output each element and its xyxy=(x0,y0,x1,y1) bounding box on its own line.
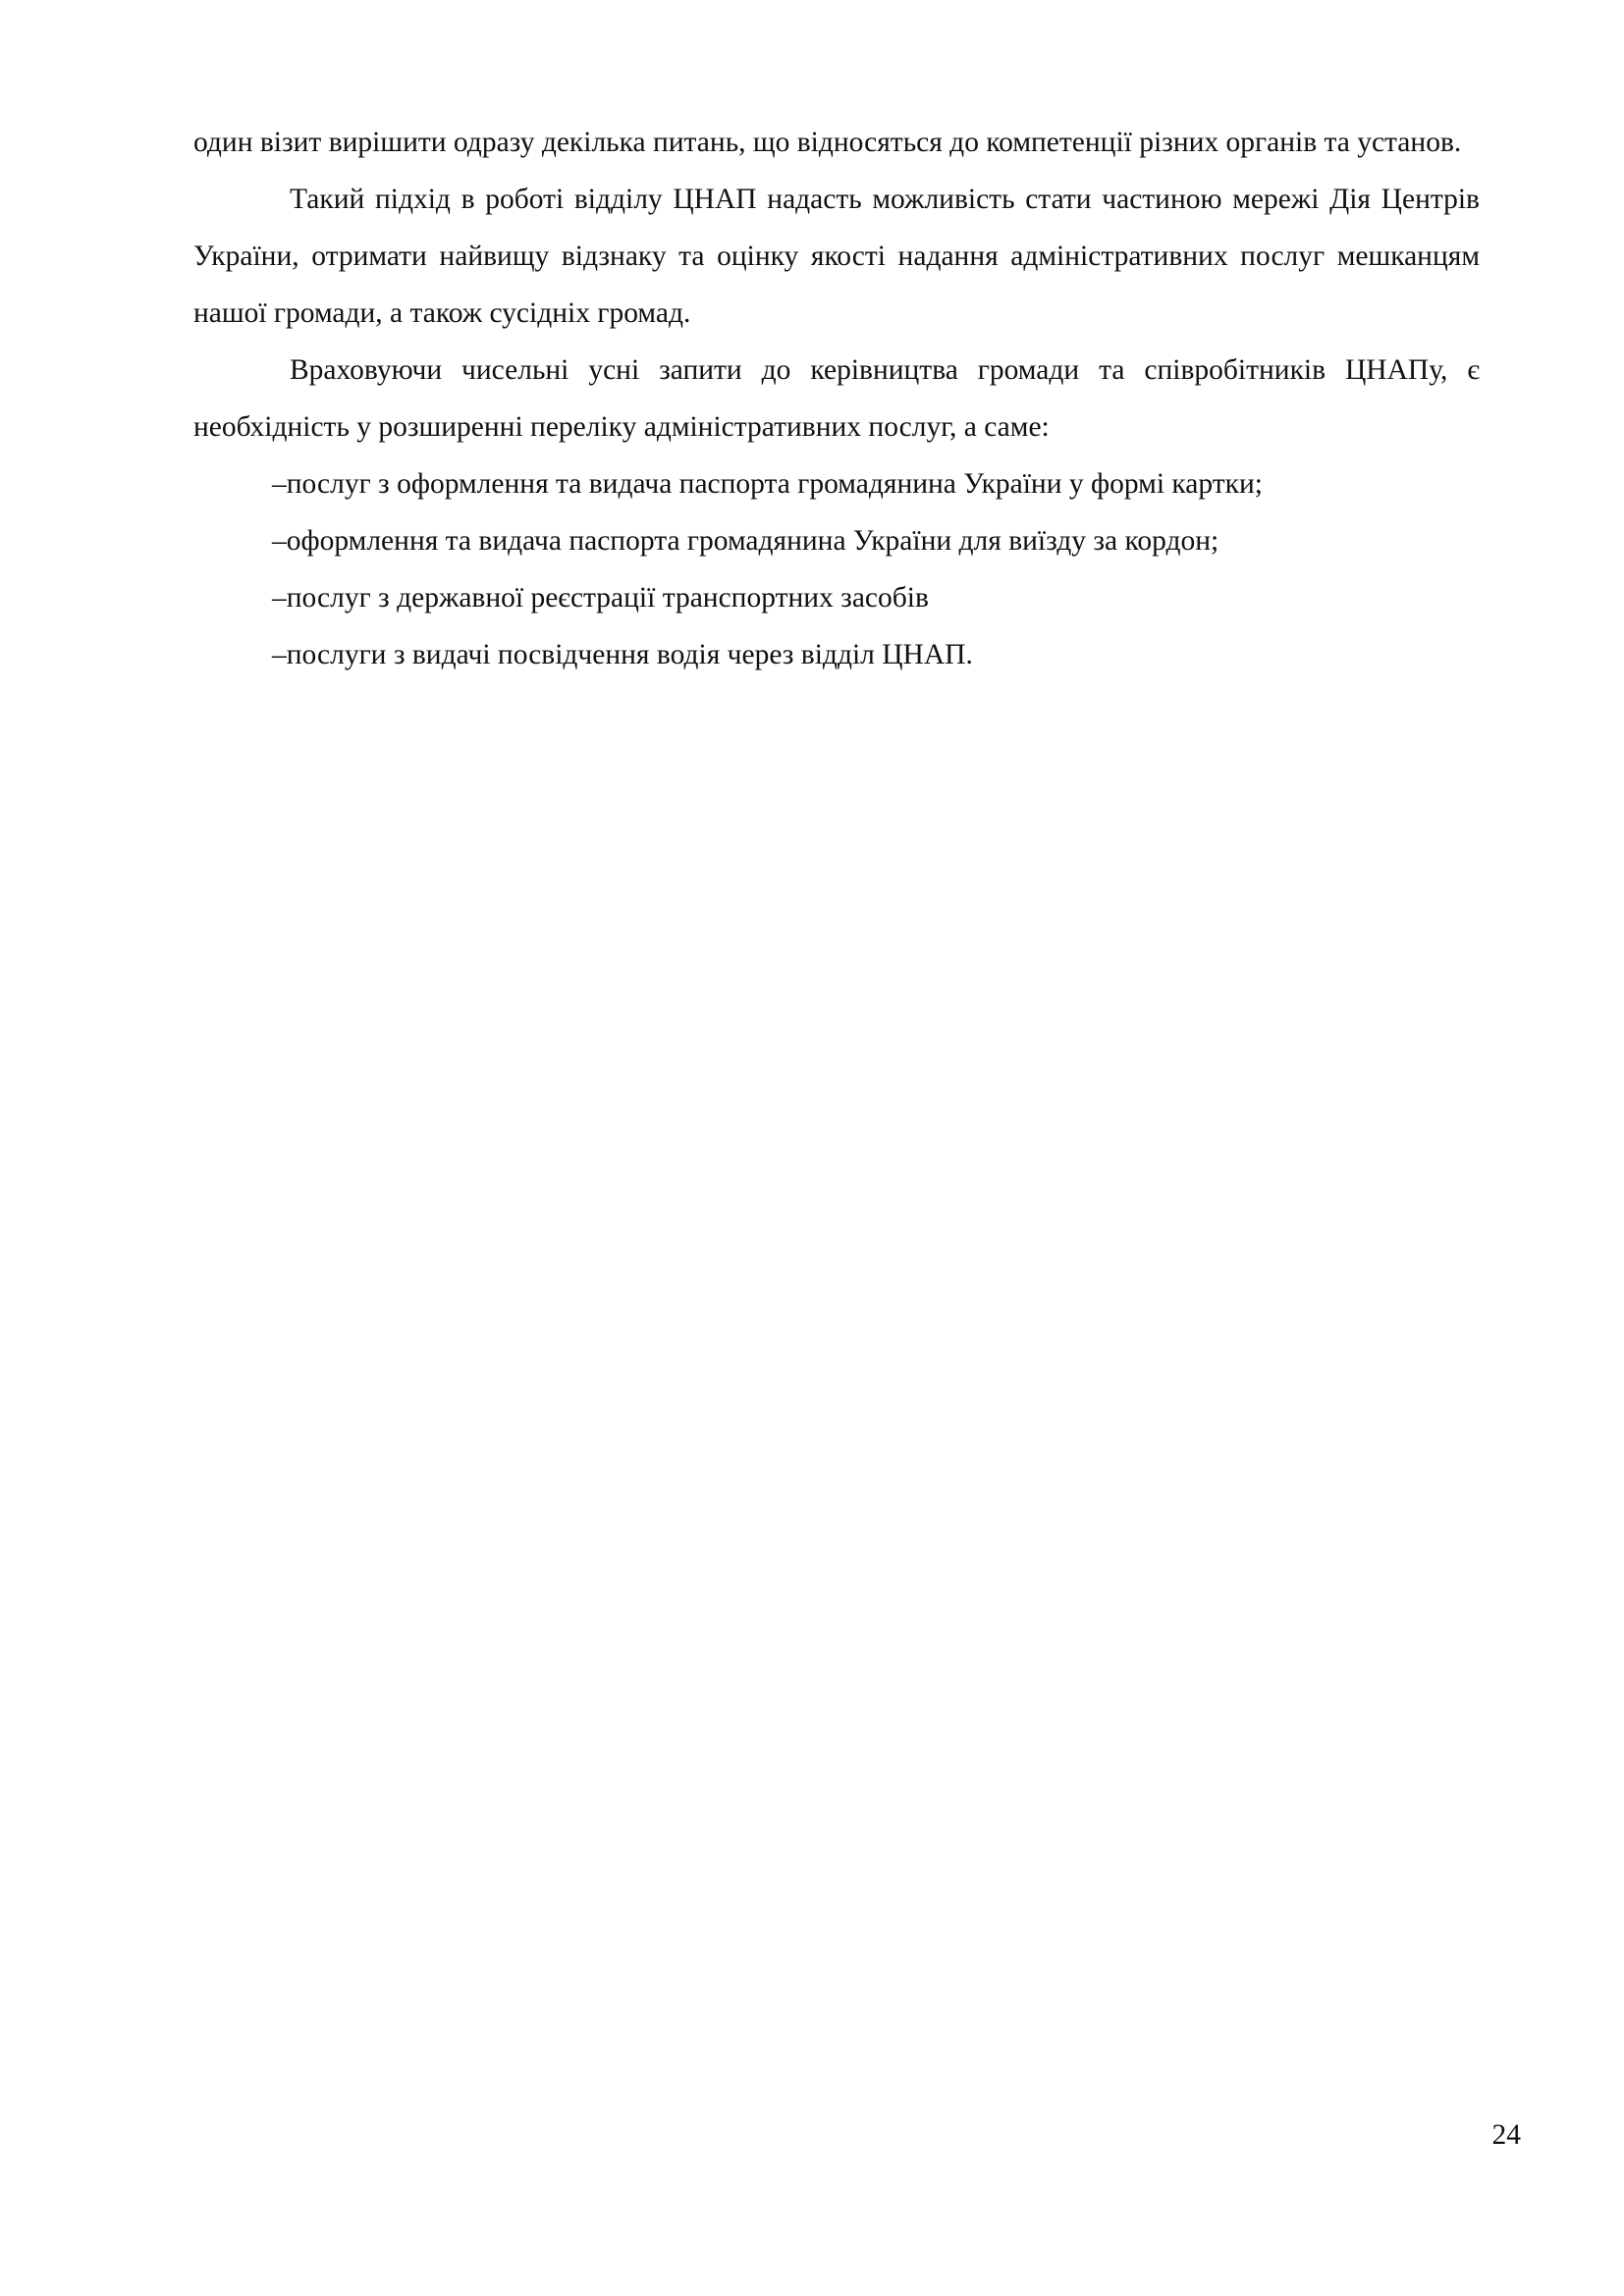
list-item xyxy=(193,455,1480,512)
page-number: 24 xyxy=(1491,2119,1521,2151)
dash-marker: – xyxy=(272,639,287,670)
list-item-text: послуг з державної реєстрації транспортних засобів xyxy=(286,582,929,614)
dash-marker: – xyxy=(272,525,287,557)
dash-marker: – xyxy=(272,468,287,500)
paragraph-service-requests: Враховуючи чисельні усні запити до керівництва громади та співробітників ЦНАПу, є необхідність у розширенні переліку адміністративних послуг, а саме: xyxy=(193,354,1480,443)
dash-marker: – xyxy=(272,582,287,614)
list-item xyxy=(193,626,1480,683)
list-item-text: послуги з видачі посвідчення водія через відділ ЦНАП. xyxy=(286,639,973,670)
paragraph-cnap-approach: Такий підхід в роботі відділу ЦНАП надасть можливість стати частиною мережі Дія Центрів України, отримати найвищу відзнаку та оцінку якості надання адміністративних послуг мешканцям нашої громади, а також сусідніх громад. xyxy=(193,184,1480,329)
document-body xyxy=(193,114,1480,683)
paragraph-continuation: один візит вирішити одразу декілька питань, що відносяться до компетенції різних органів та установ. xyxy=(193,127,1462,158)
services-list xyxy=(193,455,1480,683)
list-item-text: послуг з оформлення та видача паспорта громадянина України у формі картки; xyxy=(286,468,1263,500)
list-item xyxy=(193,569,1480,626)
list-item-text: оформлення та видача паспорта громадянина України для виїзду за кордон; xyxy=(286,525,1219,557)
list-item xyxy=(193,512,1480,569)
